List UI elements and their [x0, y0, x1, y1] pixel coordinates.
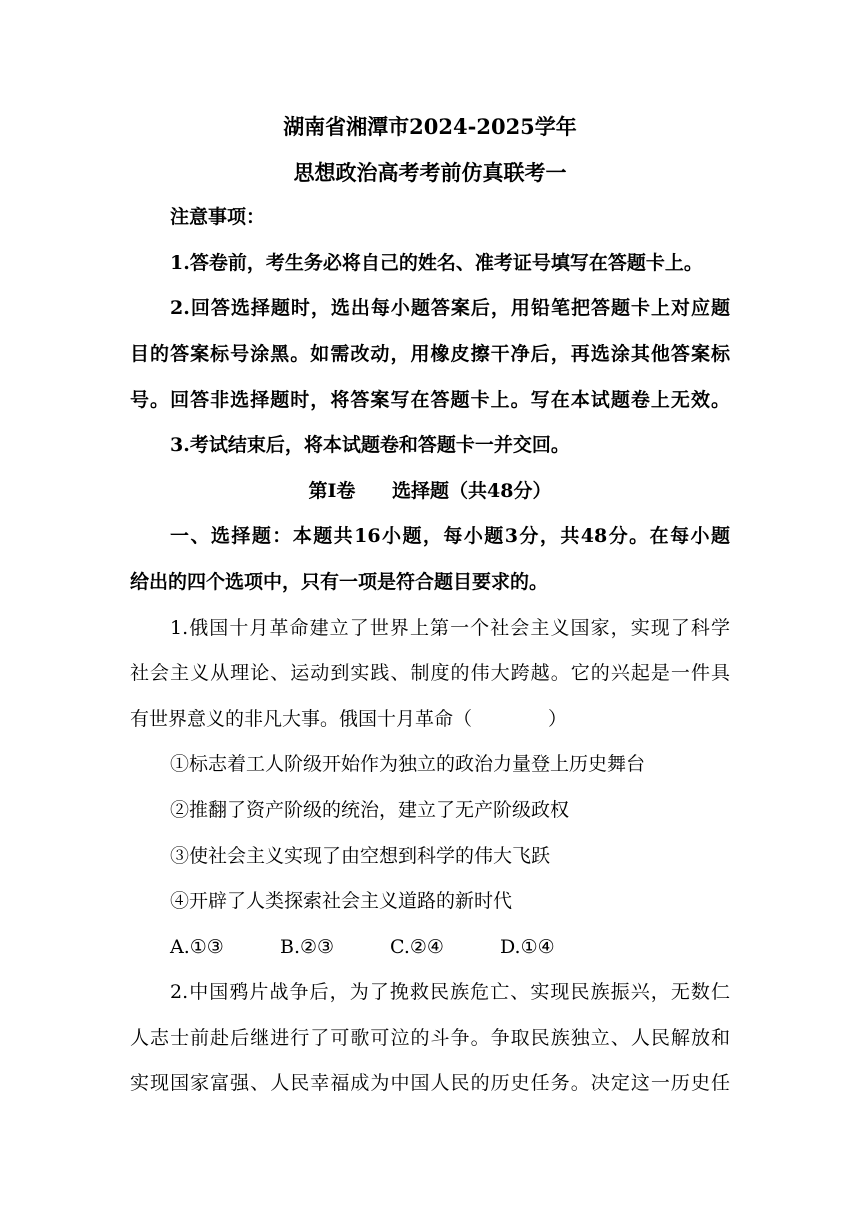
question-2-stem-line: 实现国家富强、人民幸福成为中国人民的历史任务。决定这一历史任: [130, 1072, 730, 1095]
question-2-stem-line: 2.中国鸦片战争后，为了挽救民族危亡、实现民族振兴，无数仁: [170, 981, 730, 1004]
question-1-stem-line: 1.俄国十月革命建立了世界上第一个社会主义国家，实现了科学: [170, 616, 730, 639]
option-d: D.①④: [500, 935, 555, 958]
section-name: 选择题（共48分）: [392, 479, 552, 502]
exam-title-line2: 思想政治高考考前仿真联考一: [293, 159, 567, 185]
instructions-line: 给出的四个选项中，只有一项是符合题目要求的。: [130, 570, 549, 593]
option-b: B.②③: [280, 935, 335, 958]
option-a: A.①③: [170, 935, 224, 958]
page-content: [130, 104, 730, 1107]
question-1: [130, 606, 730, 971]
question-2-stem-line: 人志士前赴后继进行了可歌可泣的斗争。争取民族独立、人民解放和: [130, 1026, 730, 1049]
question-1-stem-line: 社会主义从理论、运动到实践、制度的伟大跨越。它的兴起是一件具: [130, 662, 730, 685]
section-instructions: [130, 514, 730, 605]
option-c: C.②④: [390, 935, 444, 958]
exam-title-line1: 湖南省湘潭市2024-2025学年: [283, 114, 577, 139]
question-1-statement: ④开辟了人类探索社会主义道路的新时代: [170, 890, 513, 913]
question-1-statement: ②推翻了资产阶级的统治，建立了无产阶级政权: [170, 798, 570, 821]
question-1-statement: ①标志着工人阶级开始作为独立的政治力量登上历史舞台: [170, 753, 646, 776]
note-2-line: 2.回答选择题时，选出每小题答案后，用铅笔把答题卡上对应题: [170, 297, 730, 320]
question-1-statement: ③使社会主义实现了由空想到科学的伟大飞跃: [170, 844, 551, 867]
question-1-stem-line: 有世界意义的非凡大事。俄国十月革命（ ）: [130, 707, 568, 730]
section-part: 第Ⅰ卷: [308, 479, 356, 502]
note-2-line: 号。回答非选择题时，将答案写在答题卡上。写在本试题卷上无效。: [130, 388, 730, 411]
note-3: 3.考试结束后，将本试题卷和答题卡一并交回。: [170, 434, 570, 457]
instructions-line: 一、选择题：本题共16小题，每小题3分，共48分。在每小题: [170, 525, 730, 548]
section-title: [130, 469, 730, 515]
note-2: [130, 286, 730, 423]
question-2: [130, 970, 730, 1107]
notes-heading: 注意事项：: [170, 206, 266, 229]
note-2-line: 目的答案标号涂黑。如需改动，用橡皮擦干净后，再选涂其他答案标: [130, 342, 730, 365]
note-1: 1.答卷前，考生务必将自己的姓名、准考证号填写在答题卡上。: [170, 251, 703, 274]
question-1-options: [130, 925, 730, 971]
